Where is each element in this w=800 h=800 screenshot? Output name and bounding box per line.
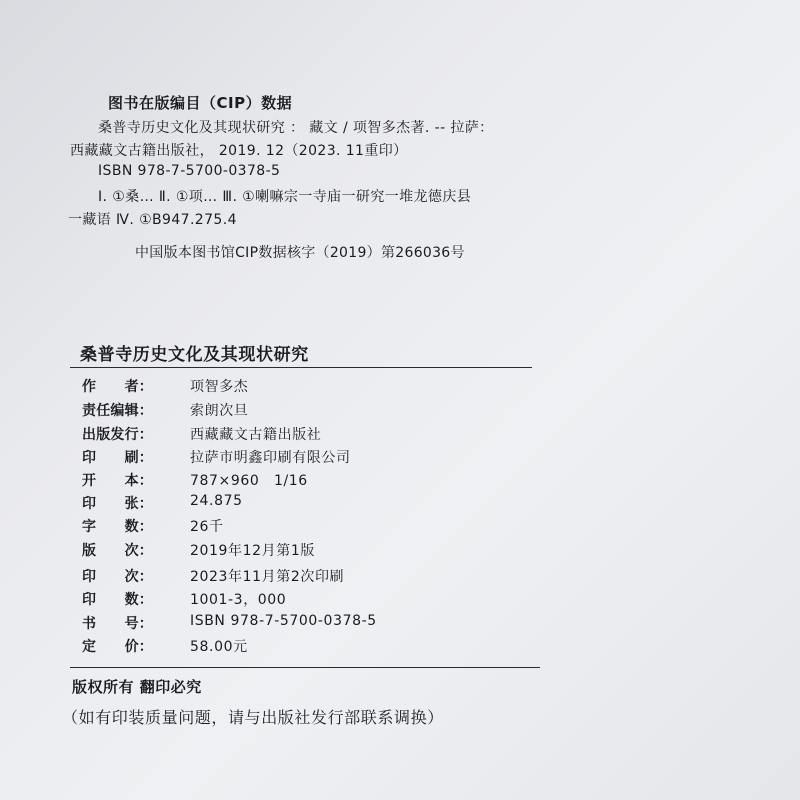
info-label: 字 数： [82,519,153,535]
info-value: 项智多杰 [190,379,249,395]
info-value: 787×960 1/16 [190,473,308,489]
info-value: 索朗次旦 [190,403,249,419]
info-label: 书 号： [82,616,153,632]
info-label: 责任编辑： [82,403,153,419]
info-label: 印 张： [82,496,153,512]
info-value: 26千 [190,519,224,535]
info-value: 西藏藏文古籍出版社 [190,427,322,443]
info-value: 1001-3，000 [190,592,287,608]
cip-isbn-line: ISBN 978-7-5700-0378-5 [98,163,281,179]
info-label: 印 次： [82,569,153,585]
divider-bottom [70,667,540,668]
cip-title-line: 桑普寺历史文化及其现状研究 ： 藏文 / 项智多杰著. -- 拉萨： [98,120,494,136]
info-label: 印 数： [82,592,153,608]
cip-classification-line-2: 一藏语 Ⅳ. ①B947.275.4 [68,212,237,228]
info-value: 2023年11月第2次印刷 [190,569,345,585]
info-value: 24.875 [190,493,243,509]
info-label: 印 刷： [82,450,153,466]
cip-heading: 图书在版编目（CIP）数据 [108,94,293,112]
info-value: 2019年12月第1版 [190,543,315,559]
info-value: ISBN 978-7-5700-0378-5 [190,613,377,629]
exchange-notice: （如有印装质量问题，请与出版社发行部联系调换） [62,708,444,727]
info-label: 定 价： [82,639,153,655]
info-label: 版 次： [82,543,153,559]
info-value: 58.00元 [190,639,248,655]
cip-classification-line-1: Ⅰ. ①桑… Ⅱ. ①项… Ⅲ. ①喇嘛宗一寺庙一研究一堆龙德庆县 [98,189,472,205]
copyright-notice: 版权所有 翻印必究 [72,678,202,696]
info-label: 开 本： [82,473,153,489]
cip-publisher-line: 西藏藏文古籍出版社， 2019. 12（2023. 11重印） [70,143,408,159]
cip-check-number: 中国版本图书馆CIP数据核字（2019）第266036号 [135,245,465,261]
info-value: 拉萨市明鑫印刷有限公司 [190,450,351,466]
divider-top [70,367,532,368]
info-label: 作 者： [82,379,153,395]
book-title: 桑普寺历史文化及其现状研究 [80,345,309,365]
info-label: 出版发行： [82,427,153,443]
